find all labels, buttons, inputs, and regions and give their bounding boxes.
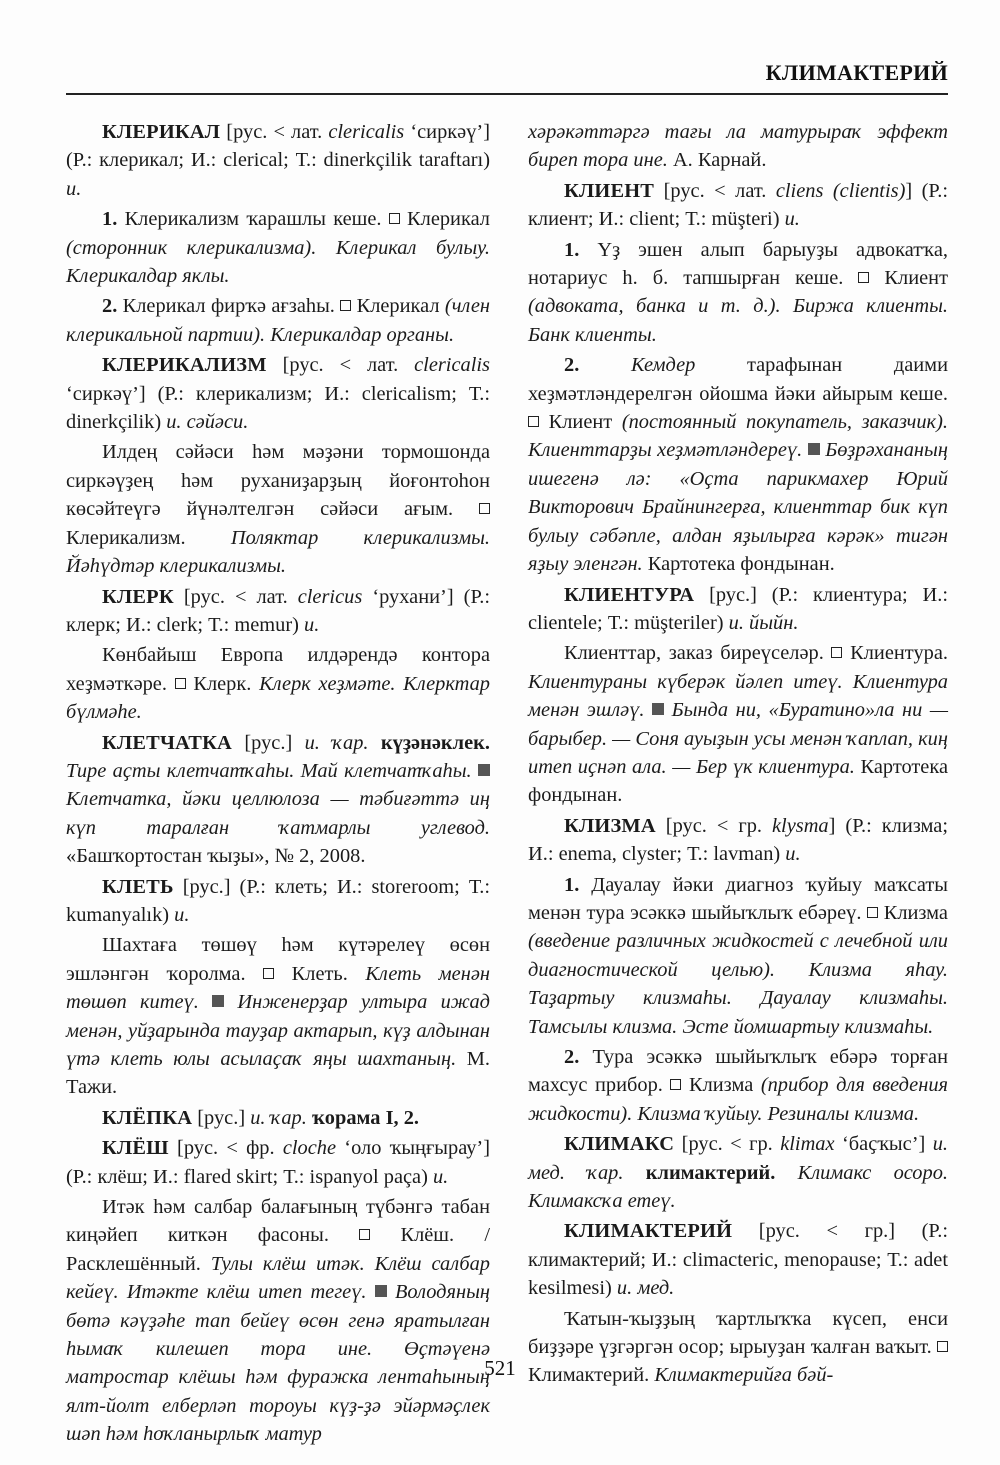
text-run: и. ҡар. (250, 1106, 307, 1129)
white-square-icon (359, 1229, 370, 1240)
dictionary-paragraph (528, 871, 948, 1041)
dictionary-paragraph (528, 236, 948, 350)
text-run: Клерикал (351, 295, 445, 318)
dictionary-paragraph (66, 1134, 490, 1191)
headword: КЛЕРИКАЛИЗМ (102, 354, 267, 377)
text-run: [рус. < фр. (168, 1137, 283, 1160)
black-square-icon (652, 703, 664, 715)
text-run: (прибор для введения жидкости). Клизма ҡуйыу. Резиналы клизма. (528, 1074, 948, 1125)
text-run: (введение различных жидкостей с лечебной или диагностической целью). Клизма яһау. Таҙартыу клизмаһы. Дауалау клизмаһы. Тамсылы клизма. Эсте йомшартыу клизмаһы. (528, 930, 948, 1038)
text-run: Илдең сәйәси һәм мәҙәни тормошонда сиркәүҙең һәм руханиҙарҙың йоғонтоһон көсәйтеүгә йүнәлтелгән сәйәси ағым. (66, 441, 490, 521)
text-run: Тире аҫты клетчатҡаһы. Май клетчатҡаһы. (66, 759, 472, 782)
dictionary-paragraph (66, 1104, 490, 1132)
white-square-icon (340, 300, 351, 311)
text-run: «Башҡортостан ҡыҙы», № 2, 2008. (66, 845, 366, 868)
text-run: и. (66, 177, 82, 200)
text-run: 2. (564, 354, 580, 377)
page-number: 521 (484, 1356, 516, 1380)
text-run: Клеть менән төшөп китеү. (66, 962, 490, 1014)
text-run: Көнбайыш Европа илдәрендә контора хеҙмәткәре. (66, 644, 490, 695)
text-run: 1. (564, 873, 580, 896)
running-head: КЛИМАКТЕРИЙ (765, 60, 948, 85)
text-run: 2. (564, 1046, 580, 1068)
text-run: [рус.] (232, 731, 305, 754)
headword: КЛЕРИКАЛ (102, 121, 221, 143)
dictionary-paragraph (528, 118, 948, 175)
text-run: күҙәнәклек. (380, 731, 490, 754)
left-column (66, 118, 490, 1451)
text-run: cloche (282, 1137, 337, 1160)
text-run: [рус.] (Р.: клеть; И.: storeroom; Т.: kumanyalık) (66, 875, 490, 926)
dictionary-paragraph (66, 438, 490, 580)
text-run: ] (Р.: клиент; И.: client; Т.: müşteri) (528, 179, 948, 231)
text-run: Шахтаға төшөү һәм күтәрелеү өсөн эшләнгән ҡоролма. (66, 934, 490, 985)
dictionary-paragraph (528, 1217, 948, 1302)
text-run: 2. (102, 295, 118, 318)
text-run: Клетчатка, йәки целлюлоза — тәбиғәттә иң күп таралған ҡатмарлы углевод. (66, 788, 490, 839)
text-run: Кемдер (630, 354, 696, 377)
text-run: и. (432, 1165, 449, 1188)
text-run: [рус.] (Р.: клиентура; И.: clientele; Т.: müşteriler) (528, 583, 948, 634)
text-run: Клиентура. (842, 642, 948, 665)
text-run: 1. (564, 238, 580, 261)
dictionary-paragraph (66, 1193, 490, 1449)
text-run: Клерк. (185, 672, 260, 695)
text-run: Клизма (878, 901, 948, 924)
text-run: Картотека фондынан. (642, 553, 835, 576)
text-run: [рус. < лат. (654, 179, 776, 202)
text-run: Климакс осоро. Климаксҡа етеү. (528, 1161, 948, 1213)
black-square-icon (212, 995, 224, 1007)
dictionary-paragraph (66, 931, 490, 1101)
text-run: М. Тажи. (66, 1048, 491, 1099)
text-run: [рус. < гр.] (Р.: климактерий; И.: climacteric, menopause; Т.: adet kesilmesi) (528, 1220, 948, 1300)
headword: КЛЕТЧАТКА (102, 731, 232, 754)
dictionary-paragraph (66, 118, 490, 203)
text-run: (адвоката, банка и т. д.). Биржа клиенты. Банк клиенты. (528, 295, 948, 346)
text-run: klimax (780, 1133, 835, 1156)
text-run: klysma (772, 814, 829, 837)
text-run: Клизма (681, 1074, 761, 1097)
text-run (579, 354, 631, 376)
text-run: ] (Р.: клизма; И.: enema, clyster; Т.: lavman) (528, 814, 948, 866)
text-run: ‘баҫҡыс’] (834, 1133, 933, 1156)
dictionary-paragraph (528, 812, 948, 869)
text-run: и. (785, 843, 801, 866)
dictionary-paragraph (528, 581, 948, 638)
white-square-icon (670, 1079, 681, 1090)
text-run: ҡорама I, 2. (311, 1106, 420, 1129)
text-run: Климактерий. (528, 1364, 655, 1387)
text-run: А. Карнай. (667, 149, 767, 172)
white-square-icon (528, 416, 539, 427)
dictionary-paragraph (66, 351, 490, 436)
text-run: (сторонник клерикализма). Клерикал булыу. Клерикалдар яклы. (66, 236, 490, 288)
text-run: 1. (102, 208, 118, 231)
text-run: и. сәйәси. (166, 411, 249, 434)
dictionary-paragraph (528, 351, 948, 578)
headword: КЛЕРК (102, 585, 174, 608)
header-rule (66, 93, 948, 95)
text-run: ‘рухани’] (Р.: клерк; И.: clerk; Т.: memur) (66, 585, 490, 636)
text-run (367, 1281, 375, 1303)
text-run: [рус. < лат. (266, 354, 415, 377)
text-run: Клиент (539, 411, 622, 434)
text-run: [рус. < гр. (674, 1133, 781, 1156)
white-square-icon (389, 213, 400, 224)
dictionary-paragraph (528, 1130, 948, 1215)
text-run: ‘сиркәү’] (Р.: клерикал; И.: clerical; Т.: dinerkçilik taraftarı) (66, 121, 490, 172)
text-run: и. мед. ҡар. (528, 1133, 949, 1184)
black-square-icon (808, 443, 820, 455)
dictionary-paragraph (528, 639, 948, 809)
white-square-icon (867, 907, 878, 918)
text-run (775, 1162, 797, 1184)
text-run (369, 732, 381, 754)
black-square-icon (478, 764, 490, 776)
text-run: [рус. < лат. (173, 585, 298, 608)
text-run (664, 699, 672, 721)
text-run: хәрәкәттәргә тағы ла матурыраҡ эффект биреп тора ине. (528, 121, 948, 172)
dictionary-paragraph (66, 292, 490, 349)
white-square-icon (858, 272, 869, 283)
text-run: Клерикал (399, 208, 490, 231)
dictionary-paragraph (66, 205, 490, 290)
text-run (224, 991, 237, 1013)
headword: КЛИМАКТЕРИЙ (564, 1220, 733, 1243)
text-run: Бында ни, «Буратино»ла ни — барыбер. — Соня ауыҙын усы менән ҡаплап, киң итеп иҫнәп ала. — Бер үк клиентура. (528, 699, 948, 778)
text-run (387, 1281, 395, 1303)
black-square-icon (375, 1285, 387, 1297)
text-run: [рус. < лат. (220, 121, 329, 143)
text-run: Клиенттар, заказ биреүселәр. (564, 642, 832, 665)
text-run: и. ҡар. (304, 731, 369, 754)
text-run: климактерий. (645, 1161, 776, 1184)
headword: КЛИЕНТУРА (564, 583, 695, 606)
text-run: clericalis (414, 354, 490, 377)
white-square-icon (175, 678, 186, 689)
white-square-icon (831, 647, 842, 658)
text-run: Клерикализм. (66, 526, 231, 549)
dictionary-paragraph (66, 583, 490, 640)
text-run: Клерикализм ҡарашлы кеше. (117, 208, 389, 231)
text-run (623, 1162, 645, 1184)
text-run: Үҙ эшен алып барыуҙы адвокатҡа, нотариус һ. б. тапшырған кеше. (528, 238, 948, 290)
text-run: cliens (clientis) (775, 179, 906, 202)
text-run: ‘сиркәү’] (Р.: клерикализм; И.: clericalism; Т.: dinerkçilik) (66, 382, 490, 434)
dictionary-paragraph (66, 873, 490, 930)
text-run: [рус.] (192, 1106, 251, 1129)
text-run: Итәк һәм салбар балағының түбәнгә табан киңәйеп киткән фасоны. (66, 1196, 490, 1247)
text-run: clericus (297, 585, 363, 608)
text-run: Тулы клёш итәк. Клёш салбар кейеү. Итәкте клёш итеп тегеү. (66, 1252, 490, 1304)
text-run: и. (174, 903, 190, 926)
right-column (528, 118, 948, 1392)
text-run (199, 991, 212, 1013)
white-square-icon (479, 503, 490, 514)
text-run: Володяның бөтә кәүҙәһе тап бейеү өсөн генә яратылған һымаҡ килешеп тора ине. Өҫтәүенә матростар клёшы һәм фуражка лентаһының ялт-йолт елберләп тороуы күҙ-ҙә эйәрмәҫлек шәп һәм һоҡланырлыҡ матур (66, 1281, 490, 1446)
headword: КЛИЗМА (564, 814, 656, 837)
text-run: Поляктар клерикализмы. Йәһүдтәр клерикализмы. (66, 526, 491, 578)
white-square-icon (937, 1341, 948, 1352)
text-run: и. (784, 208, 800, 231)
text-run: тарафынан даими хеҙмәтләндерелгән ойошма йәки айырым кеше. (528, 354, 948, 405)
text-run: (постоянный покупатель, заказчик). Клиенттарҙы хеҙмәтләндереү. (528, 411, 948, 462)
text-run: Клиент (869, 267, 948, 290)
headword: КЛИЕНТ (564, 179, 655, 202)
text-run (645, 699, 653, 721)
dictionary-paragraph (66, 729, 490, 871)
dictionary-paragraph (528, 177, 948, 234)
text-run: (член клерикальной партии). Клерикалдар органы. (66, 295, 490, 346)
text-run: и. йыйн. (728, 611, 799, 634)
dictionary-paragraph (66, 641, 490, 726)
text-run: [рус. < гр. (655, 814, 772, 837)
headword: КЛЁШ (102, 1137, 169, 1160)
text-run: Клерикал фирҡә ағзаһы. (117, 295, 341, 318)
text-run: Инженерҙар ултыра ижад менән, уйҙарында тауҙар актарып, күҙ алдынан үтә клеть юлы асылаҫаҡ яңы шахтаның. (66, 991, 490, 1070)
dictionary-paragraph (528, 1043, 948, 1128)
headword: КЛИМАКС (564, 1133, 675, 1156)
text-run: Клёш. / Расклешённый. (66, 1224, 490, 1275)
text-run: Бөҙрәхананың ишегенә лә: «Оҫта парикмахер Юрий Викторович Брайнингерға, клиенттар бик күп булыу сәбәпле, алдан яҙылырға кәрәк» тигән яҙыу эленгән. (528, 439, 948, 576)
text-run: clericalis (328, 121, 405, 143)
text-run: Клиентураны күберәк йәлеп итеү. Клиентура менән эшләү. (528, 670, 948, 722)
text-run: Клерк хеҙмәте. Клерктар бүлмәһе. (66, 672, 490, 724)
headword: КЛЕТЬ (102, 875, 174, 898)
headword: КЛЁПКА (102, 1106, 193, 1129)
text-run: Дауалау йәки диагноз ҡуйыу маҡсаты менән тура эсәккә шыйыҡлыҡ ебәреү. (528, 873, 948, 924)
text-run: Климактерийға бәй- (654, 1364, 834, 1387)
text-run: ‘оло ҡыңғырау’] (Р.: клёш; И.: flared skirt; Т.: ispanyol paça) (66, 1137, 490, 1188)
text-run: и. мед. (616, 1277, 675, 1300)
text-run: Клеть. (274, 962, 366, 985)
text-run: и. (304, 613, 320, 636)
text-run: Картотека фондынан. (528, 755, 949, 807)
white-square-icon (263, 968, 274, 979)
text-run: Тура эсәккә шыйыҡлыҡ ебәрә торған махсус прибор. (528, 1046, 948, 1097)
text-run: Ҡатын-ҡыҙҙың ҡартлыҡҡа күсеп, енси биҙҙәре үҙгәргән осор; ырыуҙан ҡалған ваҡыт. (528, 1307, 948, 1359)
